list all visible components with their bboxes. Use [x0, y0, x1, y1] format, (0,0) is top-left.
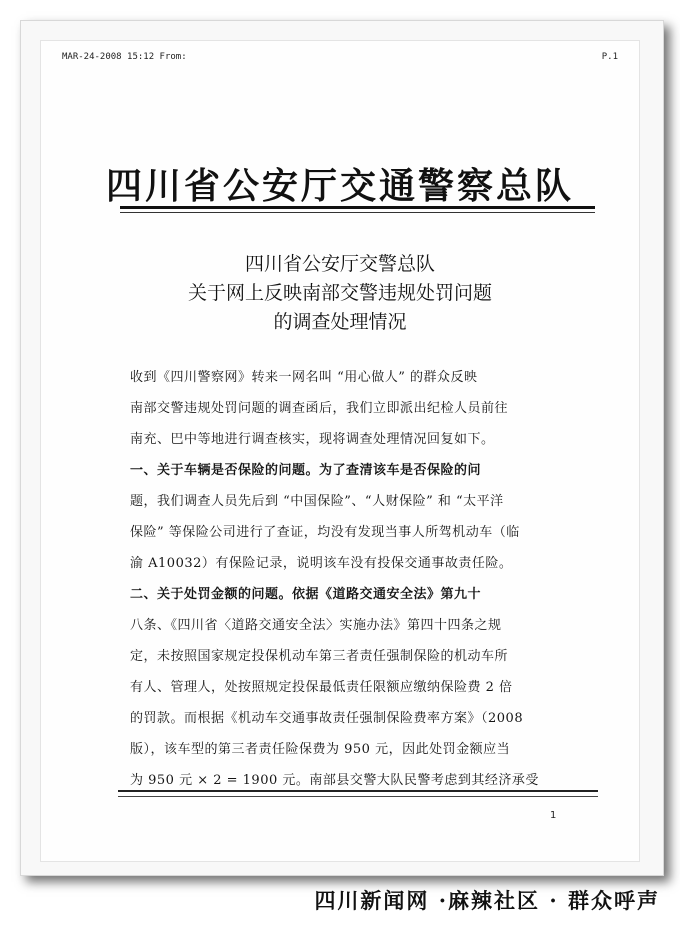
body-line: 南充、巴中等地进行调查核实，现将调查处理情况回复如下。: [130, 432, 495, 447]
source-caption: 四川新闻网 ·麻辣社区 · 群众呼声: [314, 888, 660, 913]
body-line: 收到《四川警察网》转来一网名叫 “用心做人” 的群众反映: [130, 370, 478, 385]
body-line: 一、关于车辆是否保险的问题。为了查清该车是否保险的问: [130, 463, 482, 478]
body-line: 二、关于处罚金额的问题。依据《道路交通安全法》第九十: [130, 587, 482, 602]
body-line: 八条、《四川省〈道路交通安全法〉实施办法》第四十四条之规: [130, 618, 502, 633]
heading-line: 的调查处理情况: [273, 311, 407, 333]
title-rule-thick: [120, 206, 595, 209]
body-line: 为 950 元 × 2 = 1900 元。南部县交警大队民警考虑到其经济承受: [130, 773, 539, 788]
fax-timestamp: MAR-24-2008 15:12 From:: [62, 52, 187, 62]
document-page: [40, 40, 640, 862]
fax-page-label: P.1: [601, 52, 618, 62]
body-line: 题，我们调查人员先后到 “中国保险”、“人财保险” 和 “太平洋: [130, 494, 504, 509]
fax-header: [62, 52, 618, 62]
document-body: [130, 362, 600, 796]
page-number: 1: [550, 810, 557, 821]
footer-rule-thick: [118, 790, 598, 792]
body-line: 渝 A10032）有保险记录，说明该车没有投保交通事故责任险。: [130, 556, 513, 571]
footer-rule-thin: [118, 796, 598, 797]
heading-line: 关于网上反映南部交警违规处罚问题: [187, 282, 492, 304]
body-line: 有人、管理人，处按照规定投保最低责任限额应缴纳保险费 2 倍: [130, 680, 513, 695]
body-line: 定，未按照国家规定投保机动车第三者责任强制保险的机动车所: [130, 649, 509, 664]
title-rule-thin: [120, 212, 595, 213]
body-line: 的罚款。而根据《机动车交通事故责任强制保险费率方案》（2008: [130, 711, 524, 726]
body-line: 南部交警违规处罚问题的调查函后，我们立即派出纪检人员前往: [130, 401, 509, 416]
body-line: 版），该车型的第三者责任险保费为 950 元，因此处罚金额应当: [130, 742, 511, 757]
body-line: 保险” 等保险公司进行了查证，均没有发现当事人所驾机动车（临: [130, 525, 520, 540]
bureau-title: 四川省公安厅交通警察总队: [105, 166, 574, 207]
document-heading: [40, 250, 640, 337]
heading-line: 四川省公安厅交警总队: [244, 253, 435, 275]
